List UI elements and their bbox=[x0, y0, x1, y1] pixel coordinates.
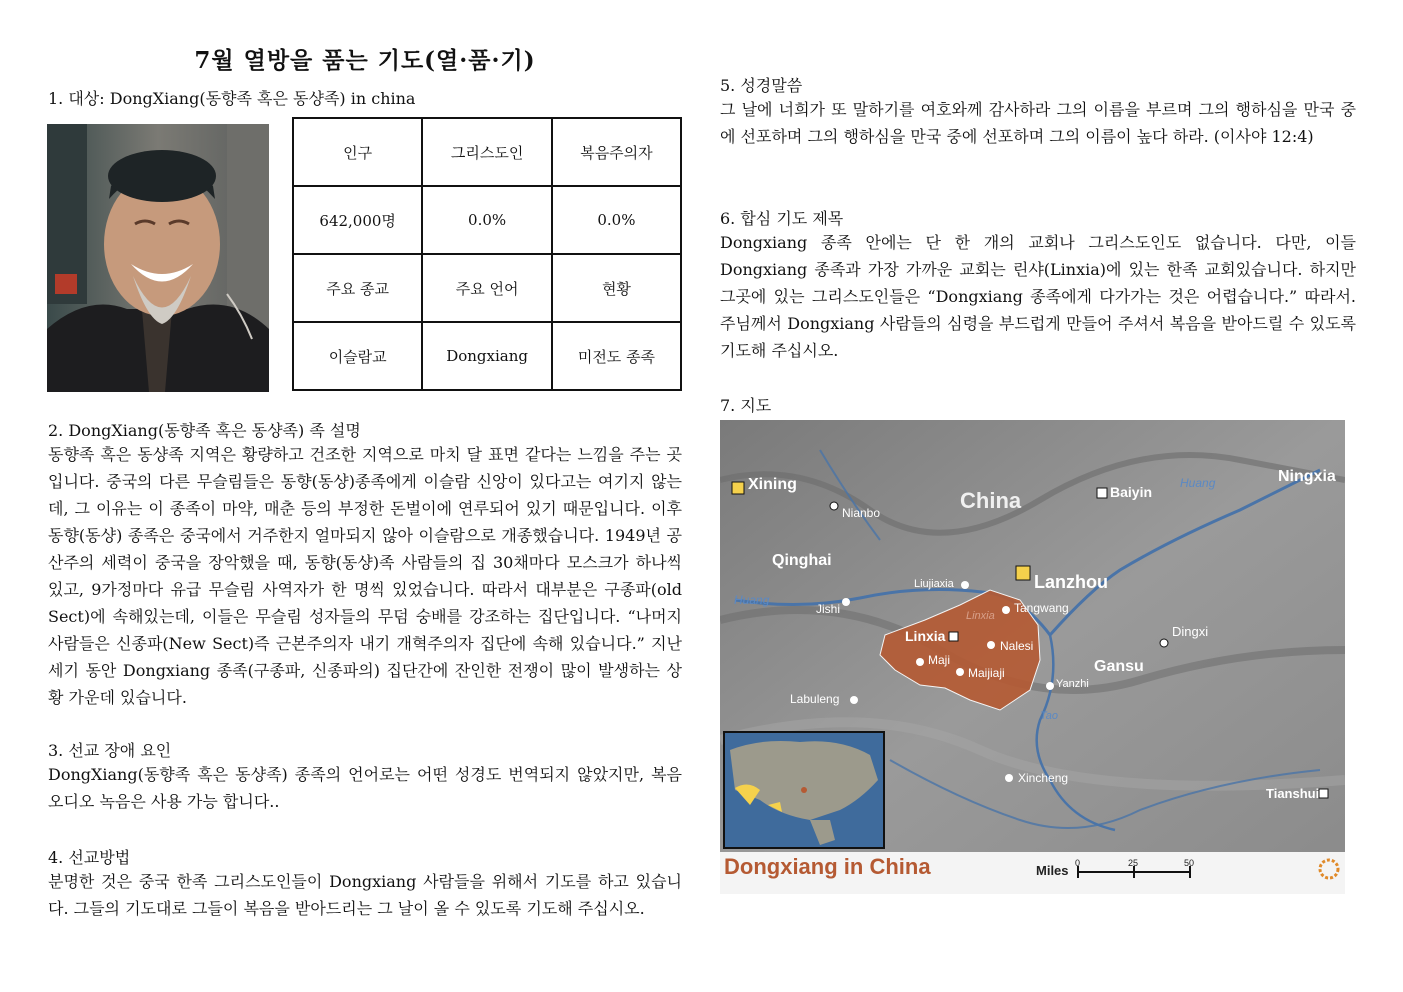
section-4-heading: 4. 선교방법 bbox=[48, 848, 131, 867]
value-population: 642,000명 bbox=[293, 186, 422, 254]
place-labuleng: Labuleng bbox=[790, 692, 840, 706]
header-status: 현황 bbox=[552, 254, 681, 322]
scale-tick-0: 0 bbox=[1075, 858, 1081, 868]
table-row bbox=[293, 118, 681, 186]
header-evangelicals: 복음주의자 bbox=[552, 118, 681, 186]
place-maji: Maji bbox=[928, 653, 951, 667]
value-religion: 이슬람교 bbox=[293, 322, 422, 390]
place-jishi: Jishi bbox=[816, 602, 841, 616]
page-title: 7월 열방을 품는 기도(열·품·기) bbox=[194, 47, 536, 74]
scale-label: Miles bbox=[1036, 863, 1069, 878]
place-china: China bbox=[960, 488, 1022, 513]
section-7-heading: 7. 지도 bbox=[720, 396, 772, 415]
scale-tick-50: 50 bbox=[1184, 858, 1195, 868]
portrait-photo bbox=[47, 124, 269, 392]
section-1-heading: 1. 대상: DongXiang(동향족 혹은 동샹족) in china bbox=[48, 89, 416, 108]
place-maijiaji: Maijiaji bbox=[968, 666, 1005, 680]
river-huang-northeast: Huang bbox=[1180, 476, 1216, 490]
place-tangwang: Tangwang bbox=[1014, 601, 1069, 615]
table-row bbox=[293, 322, 681, 390]
portrait-illustration bbox=[47, 124, 269, 392]
place-xincheng: Xincheng bbox=[1018, 771, 1069, 785]
value-christians: 0.0% bbox=[422, 186, 552, 254]
header-christians: 그리스도인 bbox=[422, 118, 552, 186]
dongxiang-map bbox=[720, 420, 1345, 894]
place-tianshui: Tianshui bbox=[1266, 786, 1320, 801]
map-terrain bbox=[720, 420, 1345, 894]
header-language: 주요 언어 bbox=[422, 254, 552, 322]
section-2-body: 동향족 혹은 동샹족 지역은 황량하고 건조한 지역으로 마치 달 표면 같다는 느낌을 주는 곳입니다. 중국의 다른 무슬림들은 동향(동샹)종족에게 이슬람 신앙이 있다고는 여기지 않는데, 그 이유는 이 종족이 마약, 매춘 등의 부정한 돈벌이에 연루되어 있기 때문입니다. 이후 동향(동샹) 종족은 중국에서 거주한지 얼마되지 않아 이슬람으로 개종했습니다. 1949년 공산주의 세력이 중국을 장악했을 때, 동향(동샹)족 사람들의 집 30채마다 모스크가 하나씩 있고, 9가정마다 유급 무슬림 사역자가 한 명씩 있었습니다. 따라서 대부분은 구종파(old Sect)에 속해있는데, 이들은 무슬림 성자들의 무덤 숭배를 강조하는 집단입니다. “나머지 사람들은 신종파(New Sect)즉 근본주의자 내기 개혁주의자 집단에 속해 있습니다.” 지난 세기 동안 Dongxiang 종족(구종파, 신종파의) 집단간에 잔인한 전쟁이 많이 발생하는 상황 가운데 있습니다. bbox=[48, 445, 682, 707]
place-baiyin: Baiyin bbox=[1110, 484, 1153, 500]
place-gansu: Gansu bbox=[1094, 658, 1144, 675]
place-liujiaxia: Liujiaxia bbox=[914, 578, 954, 590]
table-row bbox=[293, 254, 681, 322]
section-5-heading: 5. 성경말씀 bbox=[720, 76, 803, 95]
river-tao: Tao bbox=[1040, 710, 1058, 722]
section-2-heading: 2. DongXiang(동향족 혹은 동샹족) 족 설명 bbox=[48, 421, 361, 440]
place-dingxi: Dingxi bbox=[1172, 624, 1209, 639]
table-row bbox=[293, 186, 681, 254]
place-linxia: Linxia bbox=[905, 628, 946, 644]
header-religion: 주요 종교 bbox=[293, 254, 422, 322]
statistics-table bbox=[292, 117, 682, 391]
value-language: Dongxiang bbox=[422, 322, 552, 390]
place-qinghai: Qinghai bbox=[772, 552, 832, 569]
value-status: 미전도 종족 bbox=[552, 322, 681, 390]
section-3-body: DongXiang(동향족 혹은 동샹족) 종족의 언어로는 어떤 성경도 번역되지 않았지만, 복음 오디오 녹음은 사용 가능 합니다.. bbox=[48, 765, 682, 811]
section-5-body: 그 날에 너희가 또 말하기를 여호와께 감사하라 그의 이름을 부르며 그의 행하심을 만국 중에 선포하며 그의 행하심을 만국 중에 선포하며 그의 이름이 높다 하라. (이사야 12:4) bbox=[720, 100, 1356, 146]
place-lanzhou: Lanzhou bbox=[1034, 572, 1108, 592]
section-6-heading: 6. 합심 기도 제목 bbox=[720, 209, 844, 228]
river-huang-west: Huang bbox=[734, 593, 770, 607]
region-linxia: Linxia bbox=[966, 610, 995, 622]
section-3-heading: 3. 선교 장애 요인 bbox=[48, 741, 172, 760]
map-caption: Dongxiang in China bbox=[724, 854, 931, 879]
section-6-body: Dongxiang 종족 안에는 단 한 개의 교회나 그리스도인도 없습니다. 다만, 이들 Dongxiang 종족과 가장 가까운 교회는 린샤(Linxia)에 있는 한족 교회있습니다. 하지만 그곳에 있는 그리스도인들은 “Dongxiang 종족에게 다가가는 것은 어렵습니다.” 따라서. 주님께서 Dongxiang 사람들의 심령을 부드럽게 만들어 주셔서 복음을 받아드릴 수 있도록 기도해 주십시오. bbox=[720, 233, 1356, 360]
place-yanzhi: Yanzhi bbox=[1056, 678, 1089, 690]
scale-tick-25: 25 bbox=[1128, 858, 1139, 868]
header-population: 인구 bbox=[293, 118, 422, 186]
section-4-body: 분명한 것은 중국 한족 그리스도인들이 Dongxiang 사람들을 위해서 기도를 하고 있습니다. 그들의 기도대로 그들이 복음을 받아드리는 그 날이 올 수 있도록 기도해 주십시오. bbox=[48, 872, 682, 918]
place-nianbo: Nianbo bbox=[842, 506, 881, 520]
place-xining: Xining bbox=[748, 476, 797, 493]
place-nalesi: Nalesi bbox=[1000, 639, 1034, 653]
value-evangelicals: 0.0% bbox=[552, 186, 681, 254]
place-ningxia: Ningxia bbox=[1278, 468, 1336, 485]
